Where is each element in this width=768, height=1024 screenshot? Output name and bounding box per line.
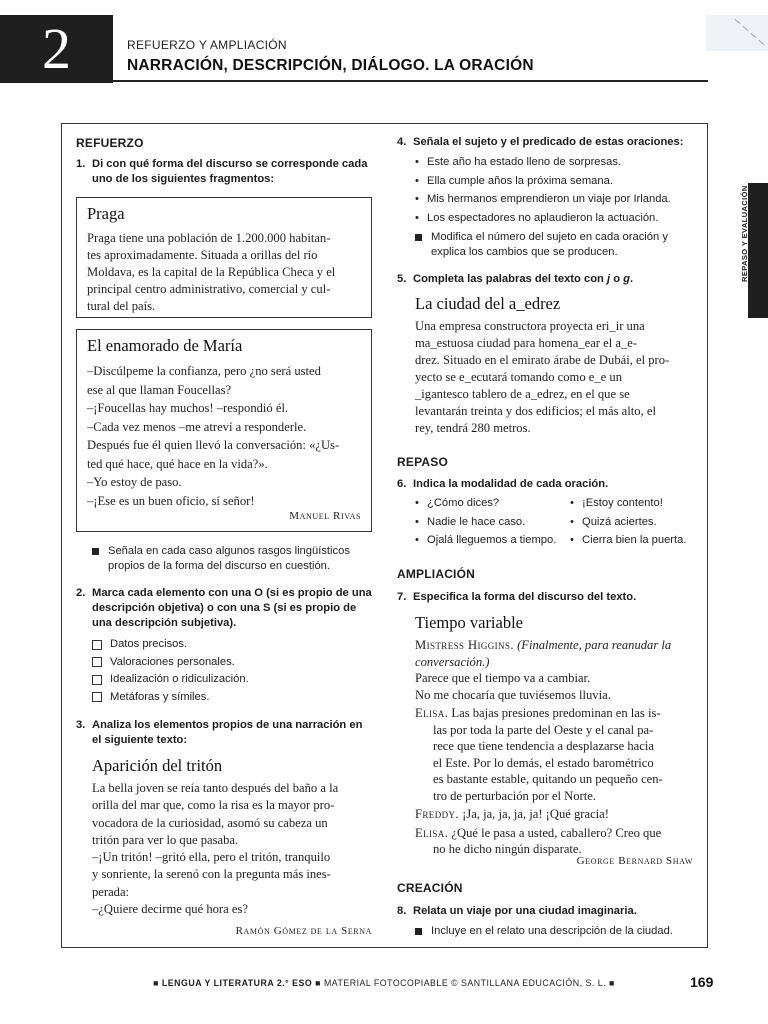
question-6: 6. Indica la modalidad de cada oración. bbox=[397, 478, 609, 490]
option-row[interactable]: Metáforas y símiles. bbox=[92, 689, 249, 707]
footer-book: LENGUA Y LITERATURA 2.° ESO bbox=[161, 978, 313, 988]
q2-options bbox=[92, 636, 249, 706]
q1-note: Señala en cada caso algunos rasgos lingüísticos propios de la forma del discurso en cuestión. bbox=[92, 544, 368, 574]
option-row[interactable]: Valoraciones personales. bbox=[92, 654, 249, 672]
checkbox[interactable] bbox=[92, 640, 102, 650]
list-item: • Mis hermanos emprendieron un viaje por Irlanda. bbox=[415, 190, 671, 209]
text-body: Praga tiene una población de 1.200.000 habitan- tes aproximadamente. Situada a orillas del río Moldava, es la capital de la República Checa y el principal centro administrativo, comercial y cul- tural del país. bbox=[87, 231, 336, 313]
question-7: 7. Especifica la forma del discurso del texto. bbox=[397, 591, 637, 603]
dialog-line: Elisa. Las bajas presiones predominan en las is- bbox=[415, 706, 661, 720]
list-item: • Ojalá lleguemos a tiempo. bbox=[415, 531, 556, 550]
text-body-triton: La bella joven se reía tanto después del baño a la orilla del mar que, como la risa es la mayor pro- vocadora de la curiosidad, asomó su cabeza un tritón para ver lo que pasaba. –¡Un tritón! –gritó ella, pero el tritón, tranquilo y sonriente, la serenó con la pregunta más ines- perada: –¿Quiere decirme qué hora es? bbox=[92, 781, 339, 917]
square-bullet-icon bbox=[415, 928, 422, 935]
side-tab-label: REPASO Y EVALUACIÓN bbox=[740, 185, 749, 282]
dialog-tiempo: Mistress Higgins. (Finalmente, para reanudar la conversación.) Parece que el tiempo va a cambiar. No me chocaría que tuviésemos lluvia. Elisa. Las bajas presiones predominan en las is- las por toda la parte del Oeste y el canal pa- rece que tiene tendencia a desplazarse hacia el Este. Por lo demás, el estado barométrico es bastante estable, quitando un pequeño cen- tro de perturbación por el Norte. Freddy. ¡Ja, ja, ja, ja, ja! ¡Qué gracia! Elisa. ¿Qué le pasa a usted, caballero? Creo que no he dicho ningún disparate. bbox=[415, 637, 695, 858]
text-box-enamorado bbox=[76, 329, 372, 532]
question-4: 4. Señala el sujeto y el predicado de estas oraciones: bbox=[397, 136, 684, 148]
question-3: 3. Analiza los elementos propios de una narración en el siguiente texto: bbox=[76, 719, 363, 746]
list-item: • Nadie le hace caso. bbox=[415, 513, 556, 532]
q4-sentences bbox=[415, 153, 671, 227]
text-title-ajedrez: La ciudad del a_edrez bbox=[415, 294, 561, 313]
q8-note: Incluye en el relato una descripción de la ciudad. bbox=[415, 924, 697, 939]
square-bullet-icon: ■ bbox=[609, 978, 615, 988]
header-rule bbox=[113, 80, 708, 82]
option-row[interactable]: Idealización o ridiculización. bbox=[92, 671, 249, 689]
question-8: 8. Relata un viaje por una ciudad imaginaria. bbox=[397, 905, 637, 917]
option-row[interactable]: Datos precisos. bbox=[92, 636, 249, 654]
list-item: • Quizá aciertes. bbox=[570, 513, 686, 532]
header-kicker: REFUERZO Y AMPLIACIÓN bbox=[127, 38, 287, 52]
question-2: 2. Marca cada elemento con una O (si es propio de una descripción objetiva) o con una S (si es propio de una descripción subjetiva). bbox=[76, 587, 372, 629]
author-credit: George Bernard Shaw bbox=[576, 855, 693, 867]
text-title: Praga bbox=[87, 204, 125, 223]
dialog-line: Parece que el tiempo va a cambiar. bbox=[415, 671, 591, 685]
text-title-triton: Aparición del tritón bbox=[92, 756, 223, 775]
square-bullet-icon bbox=[415, 234, 422, 241]
list-item: • Ella cumple años la próxima semana. bbox=[415, 172, 671, 191]
section-refuerzo: REFUERZO bbox=[76, 136, 144, 150]
q4-note: Modifica el número del sujeto en cada oración y explica los cambios que se producen. bbox=[415, 230, 697, 260]
checkbox[interactable] bbox=[92, 657, 102, 667]
footer bbox=[0, 978, 768, 988]
list-item: • ¡Estoy contento! bbox=[570, 494, 686, 513]
dialog-line: Elisa. ¿Qué le pasa a usted, caballero? Creo que bbox=[415, 825, 662, 840]
checkbox[interactable] bbox=[92, 675, 102, 685]
list-item: • Este año ha estado lleno de sorpresas. bbox=[415, 153, 671, 172]
worksheet-frame bbox=[61, 123, 708, 948]
page-title: NARRACIÓN, DESCRIPCIÓN, DIÁLOGO. LA ORACIÓN bbox=[127, 57, 534, 74]
text-body: –Discúlpeme la confianza, pero ¿no será usted ese al que llaman Foucellas? –¡Foucellas hay muchos! –respondió él. –Cada vez menos –me atreví a responderle. Después fue él quien llevó la conversación: «¿Us- ted qué hace, qué hace en la vida?». –Yo estoy de paso. –¡Ese es un buen oficio, sí señor! bbox=[87, 364, 340, 508]
page-number: 169 bbox=[690, 974, 714, 990]
text-body-ajedrez: Una empresa constructora proyecta eri_ir una ma_estuosa ciudad para homena_ear el a_e- drez. Situado en el emirato árabe de Dubái, el pro- yecto se e_ecutará tomando como e_e un _igantesco tablero de a_edrez, en el que se levantarán treinta y dos edificios; el más alto, el rey, tendrá 280 metros. bbox=[415, 319, 670, 435]
dialog-line: Freddy. ¡Ja, ja, ja, ja, ja! ¡Qué gracia! bbox=[415, 807, 609, 821]
section-repaso: REPASO bbox=[397, 455, 448, 469]
question-5: 5. Completa las palabras del texto con j o g. bbox=[397, 273, 634, 285]
section-ampliacion: AMPLIACIÓN bbox=[397, 567, 475, 581]
text-title-tiempo: Tiempo variable bbox=[415, 613, 523, 632]
question-1: 1. Di con qué forma del discurso se corresponde cada uno de los siguientes fragmentos: bbox=[76, 158, 368, 185]
q6-sentences-left bbox=[415, 494, 556, 550]
corner-decoration bbox=[706, 15, 768, 51]
list-item: • Los espectadores no aplaudieron la actuación. bbox=[415, 209, 671, 228]
checkbox[interactable] bbox=[92, 692, 102, 702]
list-item: • ¿Cómo dices? bbox=[415, 494, 556, 513]
side-tab bbox=[748, 183, 768, 318]
text-title: El enamorado de María bbox=[87, 336, 243, 355]
q6-sentences-right bbox=[570, 494, 686, 550]
square-bullet-icon: ■ bbox=[153, 978, 159, 988]
section-creacion: CREACIÓN bbox=[397, 881, 463, 895]
dialog-line: Mistress Higgins. (Finalmente, para reanudar la conversación.) bbox=[415, 638, 672, 669]
author-credit: Ramón Gómez de la Serna bbox=[235, 925, 372, 937]
text-box-praga bbox=[76, 197, 372, 318]
unit-number: 2 bbox=[0, 15, 113, 83]
square-bullet-icon bbox=[92, 548, 99, 555]
footer-copyright: MATERIAL FOTOCOPIABLE © SANTILLANA EDUCACIÓN, S. L. bbox=[323, 978, 607, 988]
square-bullet-icon: ■ bbox=[315, 978, 321, 988]
author-credit: Manuel Rivas bbox=[289, 510, 361, 522]
dialog-line: No me chocaría que tuviésemos lluvia. bbox=[415, 687, 611, 702]
list-item: • Cierra bien la puerta. bbox=[570, 531, 686, 550]
